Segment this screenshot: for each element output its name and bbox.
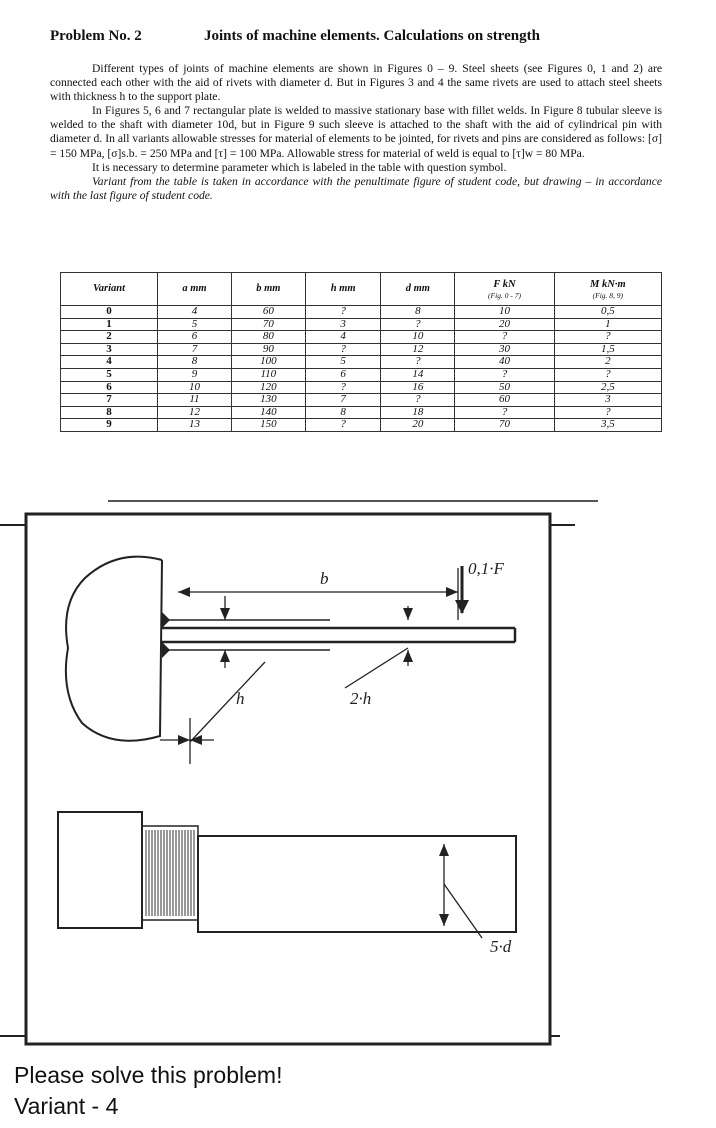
table-header-cell <box>554 273 661 306</box>
header-label: M kN·m <box>590 278 626 290</box>
5d-arrow-top <box>439 844 449 856</box>
table-row <box>61 368 662 381</box>
table-cell: 18 <box>381 406 455 419</box>
table-cell: 7 <box>158 343 232 356</box>
caption-line-1: Please solve this problem! <box>14 1062 283 1088</box>
table-cell: 80 <box>231 331 305 344</box>
dim-b-arrow-right <box>446 587 458 597</box>
table-header-row <box>61 273 662 306</box>
weld-hatching <box>146 830 194 916</box>
table-cell: 3 <box>305 318 381 331</box>
problem-title: Joints of machine elements. Calculations on strength <box>204 28 540 44</box>
problem-document <box>0 0 716 500</box>
table-header-cell <box>381 273 455 306</box>
table-header-cell <box>158 273 232 306</box>
variant-number: 6 <box>61 381 158 394</box>
table-cell: 1 <box>554 318 661 331</box>
table-cell: 70 <box>455 419 554 432</box>
label-5d: 5·d <box>490 937 512 956</box>
header-label: h mm <box>330 283 356 294</box>
table-cell: 5 <box>305 356 381 369</box>
table-cell: 11 <box>158 394 232 407</box>
table-cell: 150 <box>231 419 305 432</box>
paragraph-task: It is necessary to determine parameter which is labeled in the table with question symbol. <box>92 160 507 174</box>
table-cell: 90 <box>231 343 305 356</box>
table-row <box>61 331 662 344</box>
table-cell: ? <box>554 331 661 344</box>
table-cell: ? <box>554 368 661 381</box>
table-header-cell <box>61 273 158 306</box>
label-b: b <box>320 569 329 588</box>
stationary-base-side <box>66 557 162 741</box>
table-cell: 7 <box>305 394 381 407</box>
table-cell: 40 <box>455 356 554 369</box>
caption-line-2: Variant - 4 <box>14 1093 119 1119</box>
table-cell: 2,5 <box>554 381 661 394</box>
table-cell: 6 <box>305 368 381 381</box>
table-row <box>61 318 662 331</box>
user-request <box>14 1060 282 1122</box>
table-cell: ? <box>305 419 381 432</box>
table-cell: ? <box>305 306 381 319</box>
header-sub-label: (Fig. 0 - 7) <box>488 290 521 300</box>
variant-number: 1 <box>61 318 158 331</box>
table-cell: 1,5 <box>554 343 661 356</box>
table-cell: 8 <box>158 356 232 369</box>
header-label: b mm <box>256 283 281 294</box>
table-row <box>61 343 662 356</box>
paragraph-welds: In Figures 5, 6 and 7 rectangular plate is welded to massive stationary base with fillet welds. In Figure 8 tubular sleeve is welded to the shaft with diameter 10d, but in Figure 9 such sleeve is attached to the shaft with the aid of cylindrical pin with diameter d. In all variants allowable stresses for material of elements to be jointed, for rivets and pins are considered as follows: [σ] = 150 MPa, [σ]s.b. = 250 MPa and [τ] = 100 MPa. Allowable stress for material of weld is equal to [τ]w = 80 MPa. <box>50 104 662 160</box>
header-label: d mm <box>405 283 430 294</box>
table-cell: ? <box>381 356 455 369</box>
label-force: 0,1·F <box>468 559 504 578</box>
table-cell: 120 <box>231 381 305 394</box>
table-cell: 8 <box>305 406 381 419</box>
table-cell: ? <box>455 331 554 344</box>
5d-leader <box>444 884 482 938</box>
table-row <box>61 381 662 394</box>
table-cell: ? <box>455 368 554 381</box>
table-row <box>61 394 662 407</box>
variant-number: 2 <box>61 331 158 344</box>
table-cell: 130 <box>231 394 305 407</box>
table-cell: ? <box>554 406 661 419</box>
table-body <box>61 306 662 432</box>
joint-drawing <box>0 508 716 1053</box>
table-row <box>61 406 662 419</box>
table-cell: 10 <box>455 306 554 319</box>
h-arrow-bottom <box>220 650 230 662</box>
table-cell: 0,5 <box>554 306 661 319</box>
dim-b-arrow-left <box>178 587 190 597</box>
table-cell: 70 <box>231 318 305 331</box>
table-cell: ? <box>455 406 554 419</box>
variant-number: 4 <box>61 356 158 369</box>
variant-number: 8 <box>61 406 158 419</box>
header-label: a mm <box>182 283 207 294</box>
variants-table <box>60 272 662 432</box>
table-cell: 4 <box>305 331 381 344</box>
h-leader <box>190 662 265 742</box>
variant-number: 3 <box>61 343 158 356</box>
table-cell: ? <box>305 343 381 356</box>
header-label: F kN <box>493 278 516 290</box>
table-cell: 10 <box>158 381 232 394</box>
h-arrow-top <box>220 608 230 620</box>
table-cell: 13 <box>158 419 232 432</box>
stationary-base-top <box>58 812 142 928</box>
paragraph-intro: Different types of joints of machine elements are shown in Figures 0 – 9. Steel sheets (see Figures 0, 1 and 2) are connected each other with the aid of rivets with diameter d. But in Figures 3 and 4 the same rivets are used to attach steel sheets with thickness h to the support plate. <box>50 62 662 104</box>
table-cell: 140 <box>231 406 305 419</box>
table-cell: 60 <box>455 394 554 407</box>
label-2h: 2·h <box>350 689 372 708</box>
table-cell: 12 <box>158 406 232 419</box>
problem-number: Problem No. 2 <box>50 28 142 44</box>
table-header-cell <box>305 273 381 306</box>
table-cell: 10 <box>381 331 455 344</box>
header-label: Variant <box>92 283 126 294</box>
table-cell: ? <box>381 394 455 407</box>
5d-arrow-bottom <box>439 914 449 926</box>
weld-mark-upper <box>162 612 170 628</box>
variant-number: 7 <box>61 394 158 407</box>
table-cell: 30 <box>455 343 554 356</box>
table-cell: 3 <box>554 394 661 407</box>
table-cell: 9 <box>158 368 232 381</box>
label-h: h <box>236 689 245 708</box>
table-cell: 5 <box>158 318 232 331</box>
problem-text <box>50 62 662 203</box>
h-dim-arrow-left <box>178 735 190 745</box>
drawing-frame <box>26 514 550 1044</box>
divider-line <box>108 500 598 502</box>
table-cell: 110 <box>231 368 305 381</box>
force-arrow-head <box>455 600 469 614</box>
2h-arrow-top <box>403 608 413 620</box>
table-cell: 12 <box>381 343 455 356</box>
table-header-cell <box>455 273 554 306</box>
table-cell: 14 <box>381 368 455 381</box>
table-cell: 100 <box>231 356 305 369</box>
table-cell: 16 <box>381 381 455 394</box>
table-cell: 50 <box>455 381 554 394</box>
variant-number: 9 <box>61 419 158 432</box>
weld-mark-lower <box>162 642 170 658</box>
table-cell: 20 <box>381 419 455 432</box>
table-cell: 6 <box>158 331 232 344</box>
table-cell: 8 <box>381 306 455 319</box>
table-row <box>61 306 662 319</box>
table-cell: 3,5 <box>554 419 661 432</box>
variant-number: 5 <box>61 368 158 381</box>
header-sub-label: (Fig. 8, 9) <box>592 290 624 300</box>
table-row <box>61 419 662 432</box>
table-cell: 20 <box>455 318 554 331</box>
2h-arrow-bottom <box>403 650 413 662</box>
table-header-cell <box>231 273 305 306</box>
table-cell: ? <box>381 318 455 331</box>
table-cell: 2 <box>554 356 661 369</box>
variant-number: 0 <box>61 306 158 319</box>
2h-leader <box>345 648 408 688</box>
table-cell: 4 <box>158 306 232 319</box>
table-cell: 60 <box>231 306 305 319</box>
table-cell: ? <box>305 381 381 394</box>
paragraph-variant-rule: Variant from the table is taken in accordance with the penultimate figure of student code, but drawing – in accordance with the last figure of student code. <box>50 174 662 202</box>
table-row <box>61 356 662 369</box>
